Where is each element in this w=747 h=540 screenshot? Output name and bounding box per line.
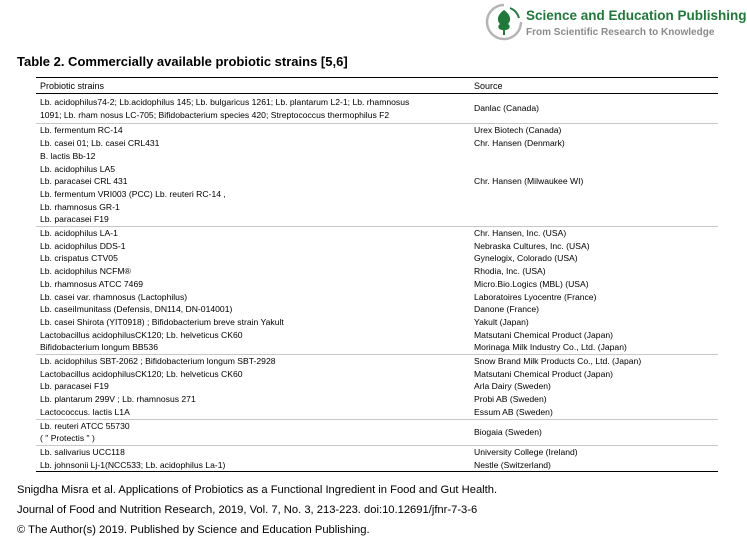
strain-line: Lb. casei var. rhamnosus (Lactophilus) bbox=[40, 291, 188, 302]
strain-line: Lb. acidophilus74-2; Lb.acidophilus 145; Lb. bulgaricus 1261; Lb. plantarum L2-1; Lb. rhamnosus bbox=[40, 97, 410, 107]
source-line: Chr. Hansen (Milwaukee WI) bbox=[474, 176, 584, 187]
strain-line: Lb. paracasei F19 bbox=[40, 381, 109, 392]
strain-line: Lb. crispatus CTV05 bbox=[40, 253, 118, 264]
source-line: Snow Brand Milk Products Co., Ltd. (Japan) bbox=[474, 356, 642, 367]
source-line bbox=[474, 150, 718, 163]
strain-line: Lb. casei Shirota (YIT0918) ; Bifidobacterium breve strain Yakult bbox=[40, 316, 284, 327]
strain-line: Lb. acidophilus LA-1 bbox=[40, 228, 118, 239]
strain-line: Lb. salivarius UCC118 bbox=[40, 446, 125, 457]
source-cell bbox=[472, 420, 718, 445]
column-header-strains: Probiotic strains bbox=[40, 81, 105, 91]
table-row bbox=[36, 355, 718, 420]
source-line: Chr. Hansen, Inc. (USA) bbox=[474, 228, 567, 239]
table-row bbox=[36, 94, 718, 124]
publisher-tagline: From Scientific Research to Knowledge bbox=[526, 27, 715, 38]
source-line: Nebraska Cultures, Inc. (USA) bbox=[474, 240, 590, 251]
strains-cell bbox=[36, 446, 472, 471]
strain-line: B. lactis Bb-12 bbox=[40, 150, 96, 161]
strain-line: Lb. acidophilus LA5 bbox=[40, 163, 116, 174]
strain-line: Lactococcus. lactis L1A bbox=[40, 406, 130, 417]
strain-line: Lb. plantarum 299V ; Lb. rhamnosus 271 bbox=[40, 394, 196, 405]
journal-reference: Journal of Food and Nutrition Research, 2019, Vol. 7, No. 3, 213-223. doi:10.12691/jfnr-7-3-6 bbox=[17, 504, 478, 516]
source-line: Biogaia (Sweden) bbox=[474, 426, 542, 437]
strain-line: Lactobacillus acidophilusCK120; Lb. helveticus CK60 bbox=[40, 368, 243, 379]
source-line: Danone (France) bbox=[474, 304, 539, 315]
source-line: Probi AB (Sweden) bbox=[474, 394, 547, 405]
strain-line: ( " Protectis " ) bbox=[40, 433, 95, 444]
source-cell bbox=[472, 227, 718, 354]
strain-line: Lb. rhamnosus ATCC 7469 bbox=[40, 278, 144, 289]
strain-line: Lb. fermentum RC-14 bbox=[40, 125, 123, 136]
strain-line: 1091; Lb. rham nosus LC-705; Bifidobacterium species 420; Streptococcus thermophilus F2 bbox=[40, 109, 390, 120]
strain-line: Bifidobacterium longum BB536 bbox=[40, 342, 158, 353]
source-line: Matsutani Chemical Product (Japan) bbox=[474, 368, 613, 379]
source-line bbox=[474, 201, 718, 214]
strain-line: Lb. johnsonii Lj-1(NCC533; Lb. acidophilus La-1) bbox=[40, 459, 226, 470]
probiotic-strains-table bbox=[36, 77, 718, 472]
source-line bbox=[474, 163, 718, 176]
source-line: Morinaga Milk Industry Co., Ltd. (Japan) bbox=[474, 342, 627, 353]
table-header-row bbox=[36, 78, 718, 94]
source-line: University College (Ireland) bbox=[474, 446, 578, 457]
source-line: Urex Biotech (Canada) bbox=[474, 125, 562, 136]
source-cell bbox=[472, 355, 718, 419]
source-line: Gynelogix, Colorado (USA) bbox=[474, 253, 578, 264]
strain-line: Lb. casei 01; Lb. casei CRL431 bbox=[40, 138, 160, 149]
tree-globe-icon bbox=[484, 2, 524, 42]
source-line: Essum AB (Sweden) bbox=[474, 406, 553, 417]
strain-line: Lb. rhamnosus GR-1 bbox=[40, 201, 120, 212]
table-row bbox=[36, 420, 718, 446]
source-line: Laboratoires Lyocentre (France) bbox=[474, 291, 597, 302]
strains-cell bbox=[36, 96, 472, 121]
strains-cell bbox=[36, 227, 472, 354]
publisher-name: Science and Education Publishing bbox=[526, 8, 747, 23]
strains-cell bbox=[36, 355, 472, 419]
citation-text: Snigdha Misra et al. Applications of Probiotics as a Functional Ingredient in Food and Gut Health. bbox=[17, 484, 498, 496]
table-row bbox=[36, 227, 718, 355]
source-line bbox=[474, 188, 718, 201]
column-header-source: Source bbox=[474, 81, 503, 91]
strains-cell bbox=[36, 420, 472, 445]
strains-cell bbox=[36, 124, 472, 226]
source-cell bbox=[472, 96, 718, 121]
strain-line: Lb. reuteri ATCC 55730 bbox=[40, 420, 130, 431]
table-caption: Table 2. Commercially available probiotic strains [5,6] bbox=[17, 54, 348, 69]
table-row bbox=[36, 124, 718, 227]
source-line: Nestle (Switzerland) bbox=[474, 459, 551, 470]
strain-line: Lb. acidophilus DDS-1 bbox=[40, 240, 126, 251]
source-line: Matsutani Chemical Product (Japan) bbox=[474, 329, 613, 340]
table-row bbox=[36, 446, 718, 471]
strain-line: Lb. caseiImunitass (Defensis, DN114, DN-014001) bbox=[40, 304, 233, 315]
source-line: Arla Dairy (Sweden) bbox=[474, 381, 551, 392]
source-line: Danlac (Canada) bbox=[474, 103, 539, 114]
source-line bbox=[474, 213, 718, 226]
strain-line: Lb. paracasei F19 bbox=[40, 214, 109, 225]
strain-line: Lb. acidophilus NCFM® bbox=[40, 266, 131, 277]
strain-line: Lactobacillus acidophilusCK120; Lb. helveticus CK60 bbox=[40, 329, 243, 340]
strain-line: Lb. acidophilus SBT-2062 ; Bifidobacterium longum SBT-2928 bbox=[40, 356, 276, 367]
source-cell bbox=[472, 446, 718, 471]
copyright-text: © The Author(s) 2019. Published by Science and Education Publishing. bbox=[17, 524, 370, 536]
source-line: Rhodia, Inc. (USA) bbox=[474, 266, 546, 277]
table-body bbox=[36, 94, 718, 471]
strain-line: Lb. paracasei CRL 431 bbox=[40, 176, 128, 187]
source-line: Chr. Hansen (Denmark) bbox=[474, 138, 565, 149]
source-cell bbox=[472, 124, 718, 226]
publisher-logo bbox=[484, 2, 747, 42]
source-line: Yakult (Japan) bbox=[474, 316, 529, 327]
strain-line: Lb. fermentum VRI003 (PCC) Lb. reuteri RC-14 , bbox=[40, 188, 226, 199]
source-line: Micro.Bio.Logics (MBL) (USA) bbox=[474, 278, 589, 289]
